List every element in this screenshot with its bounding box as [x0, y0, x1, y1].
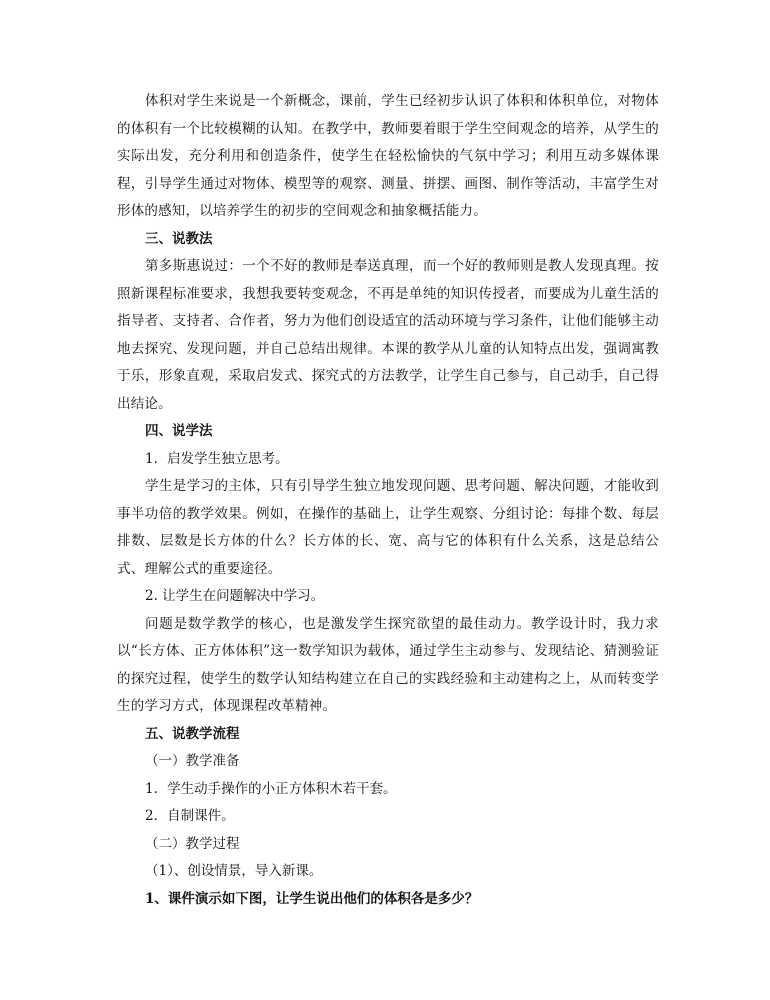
paragraph-teaching-method: 第多斯惠说过：一个不好的教师是奉送真理，而一个好的教师则是教人发现真理。按照新课程标准要求，我想我要转变观念，不再是单纯的知识传授者，而要成为儿童生活的指导者、支持者、合作者，努力为他们创设适宜的活动环境与学习条件，让他们能够主动地去探究、发现问题，并自己总结出规律。本课的教学从儿童的认知特点出发，强调寓教于乐，形象直观，采取启发式、探究式的方法教学，让学生自己参与，自己动手，自己得出结论。 [117, 258, 659, 412]
task-courseware-demo: 1、课件演示如下图，让学生说出他们的体积各是多少？ [145, 890, 479, 907]
subheading-preparation: （一）教学准备 [145, 753, 240, 769]
heading-learning-method: 四、说学法 [145, 423, 213, 439]
document-body [117, 88, 659, 913]
list-item-blocks: 1．学生动手操作的小正方体积木若干套。 [145, 780, 397, 797]
paragraph-student-subject: 学生是学习的主体，只有引导学生独立地发现问题、思考问题、解决问题，才能收到事半功倍的教学效果。例如，在操作的基础上，让学生观察、分组讨论：每排个数、每层排数、层数是长方体的什么？长方体的长、宽、高与它的体积有什么关系，这是总结公式、理解公式的重要途径。 [117, 478, 659, 577]
list-item-independent-thinking: 1．启发学生独立思考。 [145, 450, 289, 467]
heading-teaching-method: 三、说教法 [145, 230, 213, 247]
heading-teaching-process: 五、说教学流程 [145, 725, 240, 742]
subheading-process: （二）教学过程 [145, 835, 240, 852]
paragraph-problem-core: 问题是数学教学的核心，也是激发学生探究欲望的最佳动力。教学设计时，我力求以“长方体、正方体体积”这一数学知识为载体，通过学生主动参与、发现结论、猜测验证的探究过程，使学生的数学认知结构建立在自己的实践经验和主动建构之上，从而转变学生的学习方式，体现课程改革精神。 [117, 615, 659, 714]
paragraph-volume-concept: 体积对学生来说是一个新概念，课前，学生已经初步认识了体积和体积单位，对物体的体积有一个比较模糊的认知。在教学中，教师要着眼于学生空间观念的培养，从学生的实际出发，充分利用和创造条件，使学生在轻松愉快的气氛中学习；利用互动多媒体课程，引导学生通过对物体、模型等的观察、测量、拼摆、画图、制作等活动，丰富学生对形体的感知，以培养学生的初步的空间观念和抽象概括能力。 [117, 93, 659, 219]
list-item-courseware: 2．自制课件。 [145, 808, 235, 824]
list-item-problem-solving: 2. 让学生在问题解决中学习。 [145, 588, 325, 604]
list-item-create-scene: （1）、创设情景，导入新课。 [145, 863, 323, 879]
